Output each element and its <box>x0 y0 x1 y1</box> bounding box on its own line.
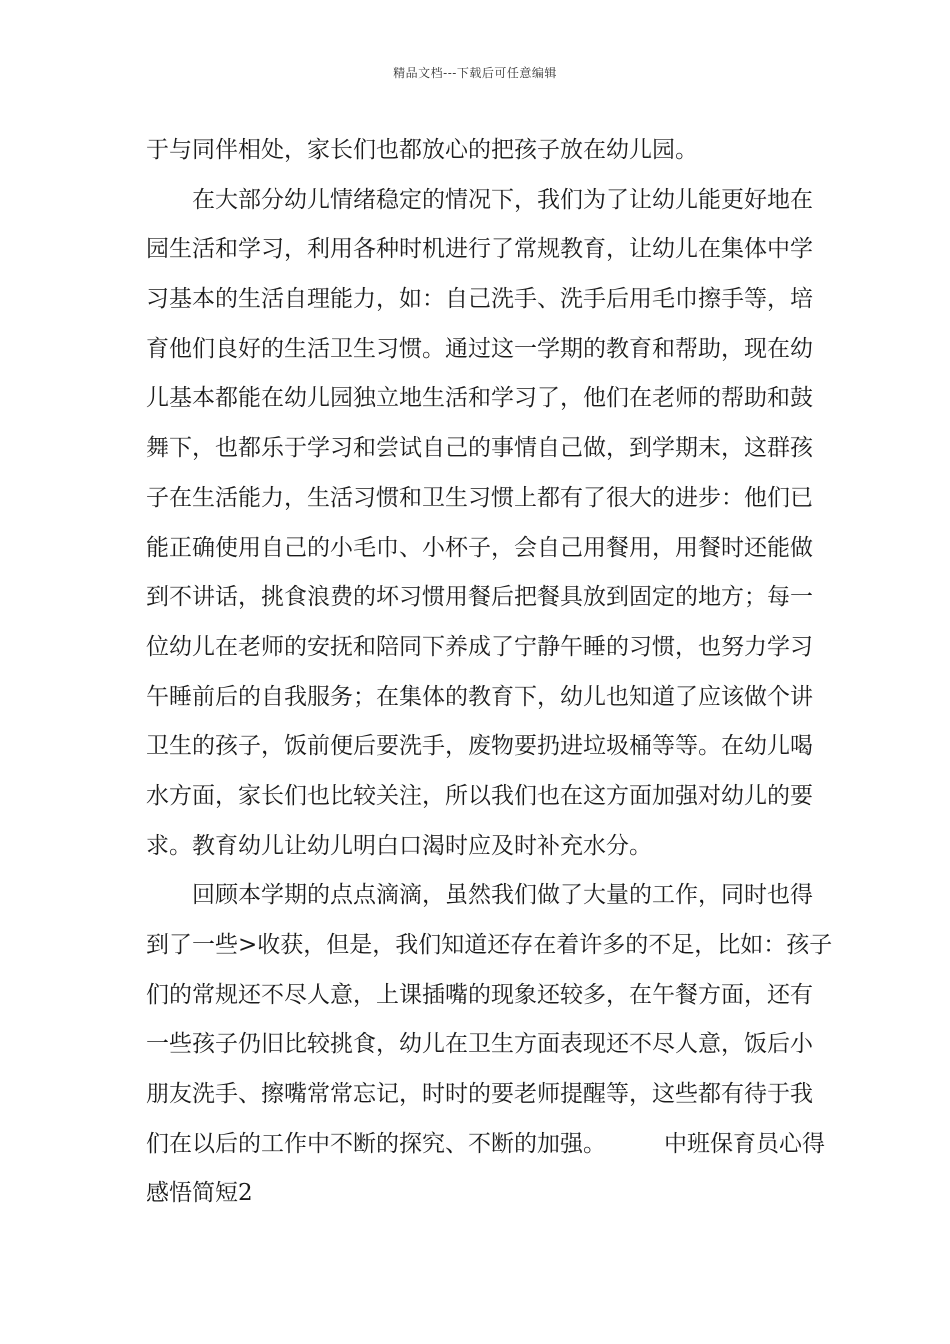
text-line: 一些孩子仍旧比较挑食，幼儿在卫生方面表现还不尽人意，饭后小 <box>146 1031 813 1058</box>
text-line: 子在生活能力，生活习惯和卫生习惯上都有了很大的进步：他们已 <box>146 484 813 511</box>
paragraph-first-line: 在大部分幼儿情绪稳定的情况下，我们为了让幼儿能更好地在 <box>192 186 813 213</box>
page-header: 精品文档---下载后可任意编辑 <box>393 66 557 80</box>
text-line: 到了一些>收获，但是，我们知道还存在着许多的不足，比如：孩子 <box>146 932 833 958</box>
text-line: 午睡前后的自我服务；在集体的教育下，幼儿也知道了应该做个讲 <box>146 683 813 710</box>
paragraph-first-line: 回顾本学期的点点滴滴，虽然我们做了大量的工作，同时也得 <box>192 882 813 909</box>
text-line: 卫生的孩子，饭前便后要洗手，废物要扔进垃圾桶等等。在幼儿喝 <box>146 733 813 760</box>
document-body <box>146 131 833 1224</box>
text-line: 位幼儿在老师的安抚和陪同下养成了宁静午睡的习惯，也努力学习 <box>146 633 813 660</box>
text-line-with-heading <box>146 1125 825 1175</box>
text-line: 园生活和学习，利用各种时机进行了常规教育，让幼儿在集体中学 <box>146 236 813 263</box>
text-line: 求。教育幼儿让幼儿明白口渴时应及时补充水分。 <box>146 832 652 859</box>
text-line: 于与同伴相处，家长们也都放心的把孩子放在幼儿园。 <box>146 137 698 163</box>
text-line: 们的常规还不尽人意，上课插嘴的现象还较多，在午餐方面，还有 <box>146 981 813 1008</box>
text-line: 儿基本都能在幼儿园独立地生活和学习了，他们在老师的帮助和鼓 <box>146 385 813 412</box>
text-line: 水方面，家长们也比较关注，所以我们也在这方面加强对幼儿的要 <box>146 782 813 809</box>
text-line: 朋友洗手、擦嘴常常忘记，时时的要老师提醒等，这些都有待于我 <box>146 1081 813 1108</box>
text-line: 习基本的生活自理能力，如：自己洗手、洗手后用毛巾擦手等，培 <box>146 286 813 313</box>
text-line: 舞下，也都乐于学习和尝试自己的事情自己做，到学期末，这群孩 <box>146 435 813 462</box>
text-line: 育他们良好的生活卫生习惯。通过这一学期的教育和帮助，现在幼 <box>146 335 813 362</box>
text-line: 到不讲话，挑食浪费的坏习惯用餐后把餐具放到固定的地方；每一 <box>146 584 813 611</box>
section-heading-continued: 感悟简短2 <box>146 1180 253 1207</box>
text-line: 能正确使用自己的小毛巾、小杯子，会自己用餐用，用餐时还能做 <box>146 534 813 561</box>
section-heading: 中班保育员心得 <box>664 1130 825 1157</box>
text-line: 们在以后的工作中不断的探究、不断的加强。 <box>146 1130 606 1157</box>
